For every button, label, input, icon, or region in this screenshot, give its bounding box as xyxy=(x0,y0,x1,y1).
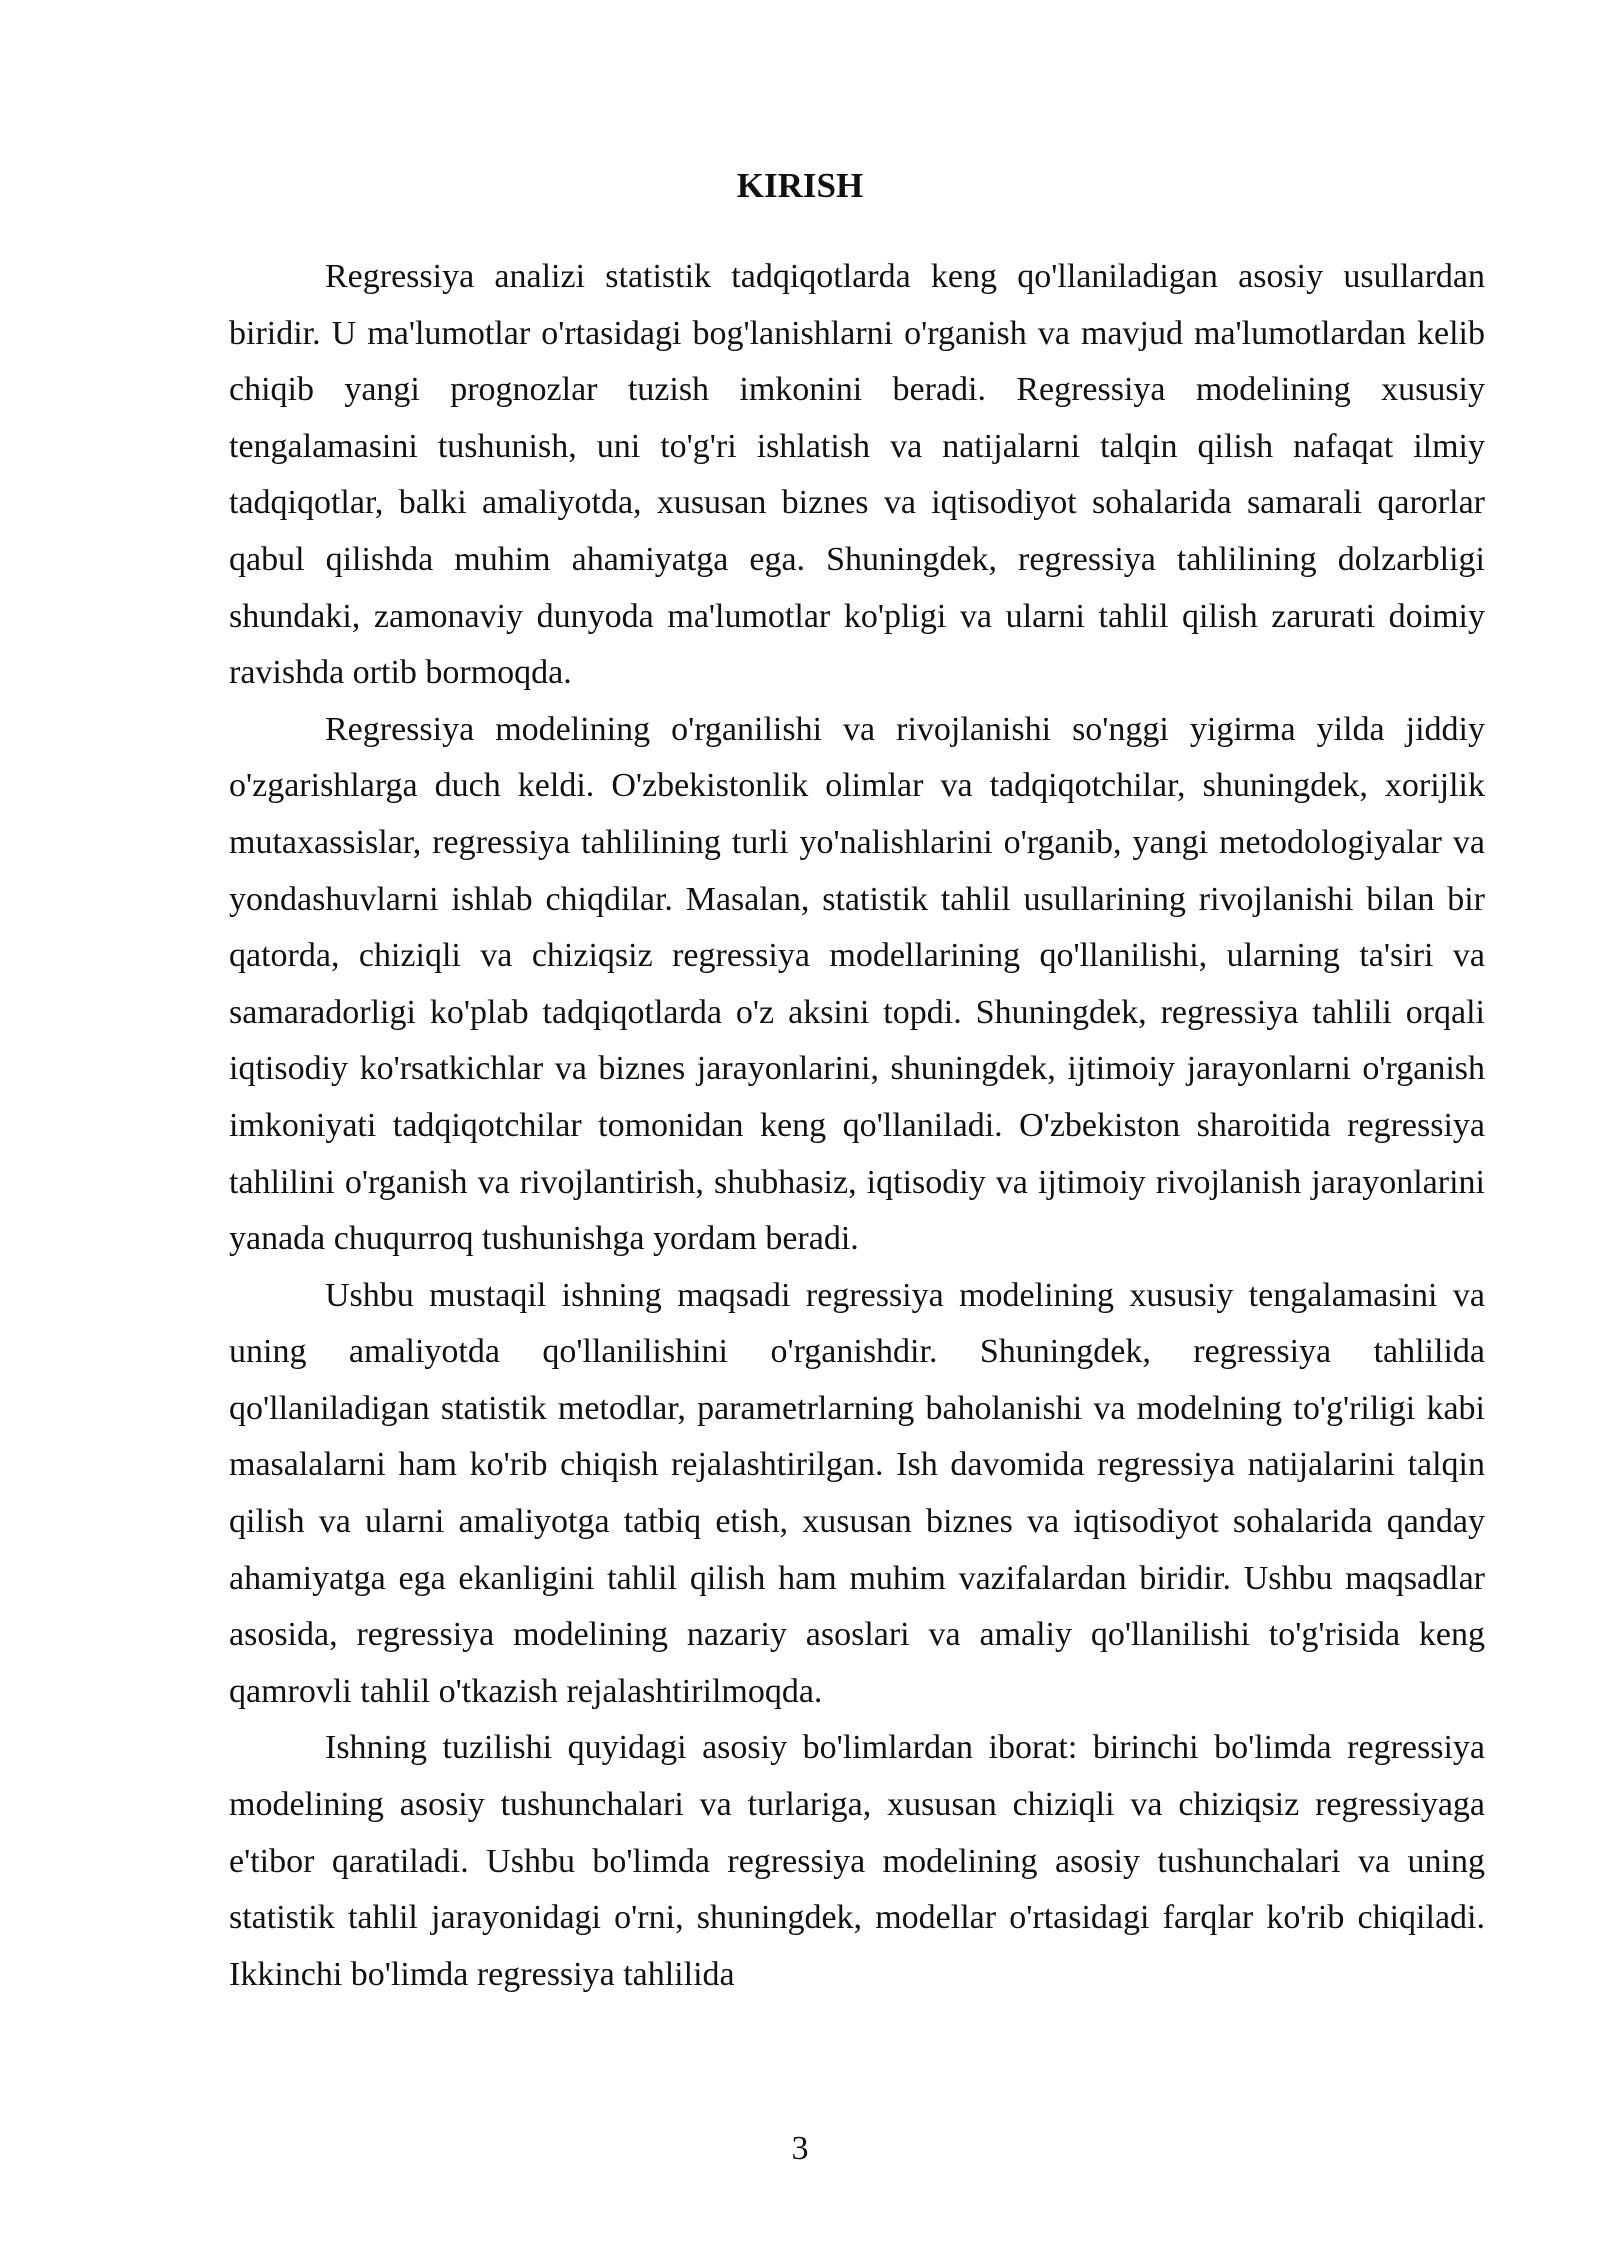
paragraph-4: Ishning tuzilishi quyidagi asosiy bo'limlardan iborat: birinchi bo'limda regressiya modelining asosiy tushunchalari va turlariga, xususan chiziqli va chiziqsiz regressiyaga e'tibor qaratiladi. Ushbu bo'limda regressiya modelining asosiy tushunchalari va uning statistik tahlil jarayonidagi o'rni, shuningdek, modellar o'rtasidagi farqlar ko'rib chiqiladi. Ikkinchi bo'limda regressiya tahlilida xyxy=(229,1729,1485,1993)
paragraph-3: Ushbu mustaqil ishning maqsadi regressiya modelining xususiy tengalamasini va uning amaliyotda qo'llanilishini o'rganishdir. Shuningdek, regressiya tahlilida qo'llaniladigan statistik metodlar, parametrlarning baholanishi va modelning to'g'riligi kabi masalalarni ham ko'rib chiqish rejalashtirilgan. Ish davomida regressiya natijalarini talqin qilish va ularni amaliyotga tatbiq etish, xususan biznes va iqtisodiyot sohalarida qanday ahamiyatga ega ekanligini tahlil qilish ham muhim vazifalardan biridir. Ushbu maqsadlar asosida, regressiya modelining nazariy asoslari va amaliy qo'llanilishi to'g'risida keng qamrovli tahlil o'tkazish rejalashtirilmoqda. xyxy=(229,1276,1485,1710)
paragraph-2: Regressiya modelining o'rganilishi va rivojlanishi so'nggi yigirma yilda jiddiy o'zgarishlarga duch keldi. O'zbekistonlik olimlar va tadqiqotchilar, shuningdek, xorijlik mutaxassislar, regressiya tahlilining turli yo'nalishlarini o'rganib, yangi metodologiyalar va yondashuvlarni ishlab chiqdilar. Masalan, statistik tahlil usullarining rivojlanishi bilan bir qatorda, chiziqli va chiziqsiz regressiya modellarining qo'llanilishi, ularning ta'siri va samaradorligi ko'plab tadqiqotlarda o'z aksini topdi. Shuningdek, regressiya tahlili orqali iqtisodiy ko'rsatkichlar va biznes jarayonlarini, shuningdek, ijtimoiy jarayonlarni o'rganish imkoniyati tadqiqotchilar tomonidan keng qo'llaniladi. O'zbekiston sharoitida regressiya tahlilini o'rganish va rivojlantirish, shubhasiz, iqtisodiy va ijtimoiy rivojlanish jarayonlarini yanada chuqurroq tushunishga yordam beradi. xyxy=(229,710,1485,1258)
page-number: 3 xyxy=(791,2130,809,2167)
paragraph-1: Regressiya analizi statistik tadqiqotlarda keng qo'llaniladigan asosiy usullardan biridir. U ma'lumotlar o'rtasidagi bog'lanishlarni o'rganish va mavjud ma'lumotlardan kelib chiqib yangi prognozlar tuzish imkonini beradi. Regressiya modelining xususiy tengalamasini tushunish, uni to'g'ri ishlatish va natijalarni talqin qilish nafaqat ilmiy tadqiqotlar, balki amaliyotda, xususan biznes va iqtisodiyot sohalarida samarali qarorlar qabul qilishda muhim ahamiyatga ega. Shuningdek, regressiya tahlilining dolzarbligi shundaki, zamonaviy dunyoda ma'lumotlar ko'pligi va ularni tahlil qilish zarurati doimiy ravishda ortib bormoqda. xyxy=(229,258,1485,692)
body-text xyxy=(229,249,1485,2003)
page-title: KIRISH xyxy=(736,166,864,205)
